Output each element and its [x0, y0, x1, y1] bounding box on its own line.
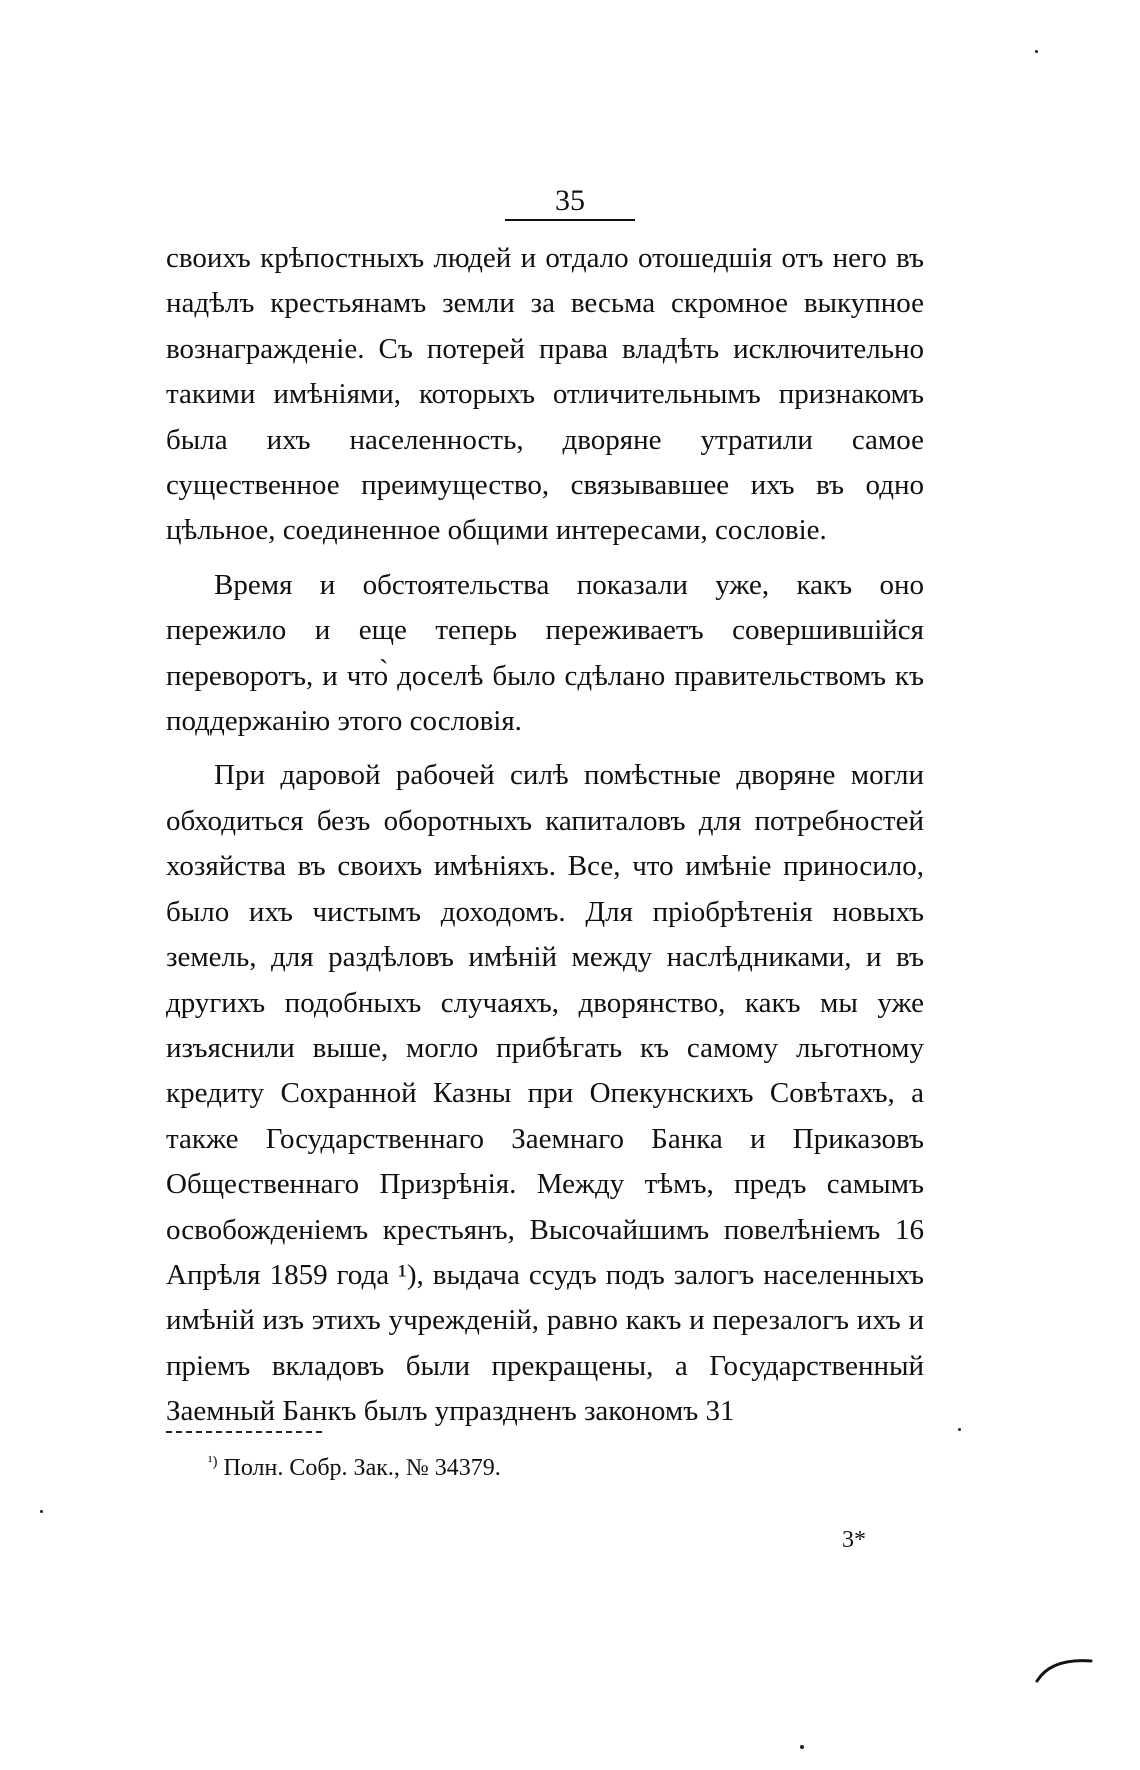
footnote-marker: ¹) — [208, 1454, 218, 1470]
page-number-value: 35 — [505, 184, 635, 221]
scan-speck — [40, 1510, 43, 1513]
page-number — [0, 184, 1140, 221]
paragraph-2: Время и обстоятельства показали уже, какъ оно пережило и еще теперь переживаетъ совершившійся переворотъ, и что̀ доселѣ было сдѣлано правительствомъ къ поддержанію этого сословія. — [166, 568, 924, 738]
scan-speck — [800, 1745, 804, 1749]
scan-mark — [1035, 1655, 1095, 1685]
paragraph-1: своихъ крѣпостныхъ людей и отдало отошедшія отъ него въ надѣлъ крестьянамъ земли за весьма скромное выкупное вознагражденіе. Съ потерей права владѣть исключительно такими имѣніями, которыхъ отличительнымъ признакомъ была ихъ населенность, дворяне утратили самое существенное преимущество, связывавшее ихъ въ одно цѣльное, соединенное общими интересами, сословіе. — [166, 242, 924, 547]
scan-speck — [958, 1428, 961, 1431]
footnote-divider — [166, 1431, 322, 1433]
footnote-text: Полн. Собр. Зак., № 34379. — [223, 1455, 501, 1481]
footnote — [208, 1447, 501, 1483]
body-text — [166, 236, 924, 1435]
signature-mark: 3* — [842, 1527, 866, 1553]
scan-speck — [1035, 50, 1038, 53]
paragraph-3: При даровой рабочей силѣ помѣстные дворяне могли обходиться безъ оборотныхъ капиталовъ для потребностей хозяйства въ своихъ имѣніяхъ. Все, что имѣніе приносило, было ихъ чистымъ доходомъ. Для пріобрѣтенія новыхъ земель, для раздѣловъ имѣній между наслѣдниками, и въ другихъ подобныхъ случаяхъ, дворянство, какъ мы уже изъяснили выше, могло прибѣгать къ самому льготному кредиту Сохранной Казны при Опекунскихъ Совѣтахъ, а также Государственнаго Заемнаго Банка и Приказовъ Общественнаго Призрѣнія. Между тѣмъ, предъ самымъ освобожденіемъ крестьянъ, Высочайшимъ повелѣніемъ 16 Апрѣля 1859 года ¹), выдача ссудъ подъ залогъ населенныхъ имѣній изъ этихъ учрежденій, равно какъ и перезалогъ ихъ и пріемъ вкладовъ были прекращены, а Государственный Заемный Банкъ былъ упраздненъ закономъ 31 — [166, 759, 924, 1428]
